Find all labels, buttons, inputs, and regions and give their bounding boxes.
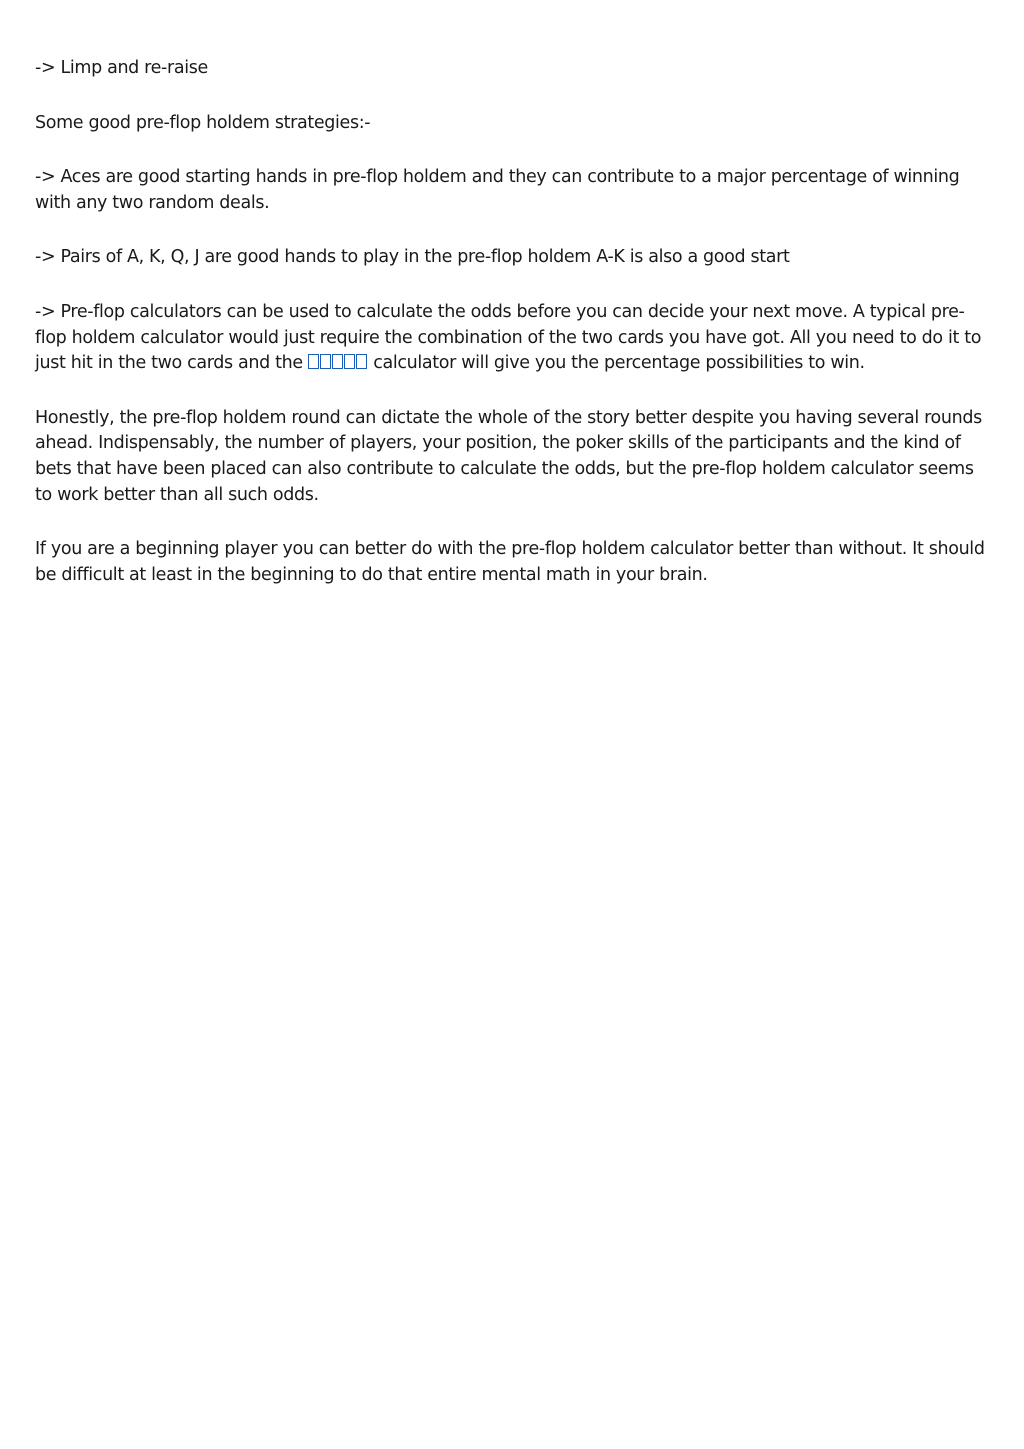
paragraph-pairs: -> Pairs of A, K, Q, J are good hands to play in the pre-flop holdem A-K is also a good start	[35, 247, 790, 268]
missing-glyph-box	[344, 354, 355, 369]
paragraph-aces: -> Aces are good starting hands in pre-flop holdem and they can contribute to a major percentage of winning with any two random deals.	[35, 167, 960, 213]
paragraph-beginning-player: If you are a beginning player you can better do with the pre-flop holdem calculator better than without. It should be difficult at least in the beginning to do that entire mental math in your brain.	[35, 539, 985, 585]
paragraph-calculators	[35, 300, 995, 377]
missing-glyphs-icon	[308, 351, 368, 377]
calculator-text-before-link: -> Pre-flop calculators can be used to calculate the odds before you can decide your next move. A typical pre-flop holdem calculator would just require the combination of the two cards you have got. All you need to do it to just hit in the two cards and the	[35, 301, 982, 374]
calculator-link[interactable]	[308, 353, 368, 373]
document-body	[35, 56, 995, 617]
missing-glyph-box	[332, 354, 343, 369]
missing-glyph-box	[356, 354, 367, 369]
missing-glyph-box	[308, 354, 319, 369]
calculator-text-after-link: calculator will give you the percentage possibilities to win.	[368, 353, 865, 374]
paragraph-honestly: Honestly, the pre-flop holdem round can dictate the whole of the story better despite you having several rounds ahead. Indispensably, the number of players, your position, the poker skills of the participants and the kind of bets that have been placed can also contribute to calculate the odds, but the pre-flop holdem calculator seems to work better than all such odds.	[35, 407, 982, 505]
paragraph-limp-reraise: -> Limp and re-raise	[35, 58, 208, 78]
missing-glyph-box	[320, 354, 331, 369]
paragraph-strategies-heading: Some good pre-flop holdem strategies:-	[35, 112, 371, 133]
